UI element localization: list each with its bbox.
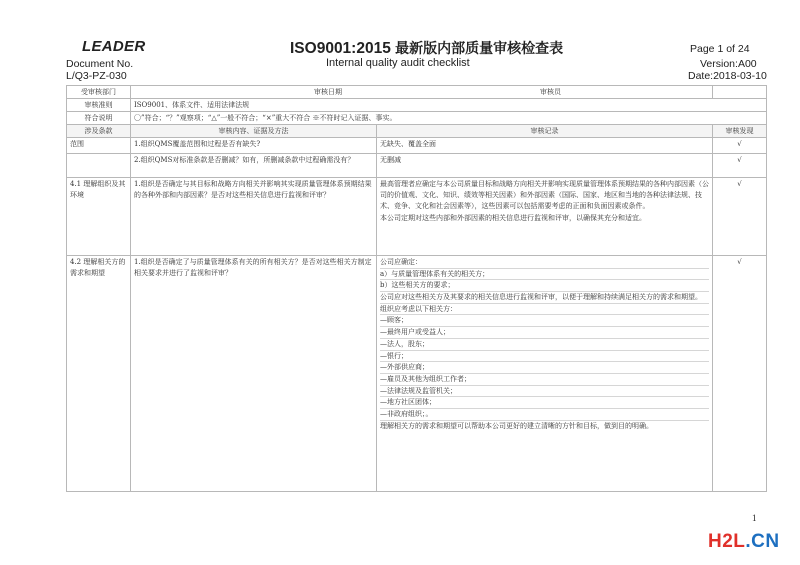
record-line: 最高管理者应确定与本公司质量目标和战略方向相关并影响实现质量管理体系预期结果的各种内部因素（公司的价值观、文化、知识、绩效等相关因素）和外部因素（国际、国家、地区和当地的各种法律法规、技术、竞争、文化和社会因素等），这些因素可以包括需要考虑的正面和负面因素或条件。 (380, 180, 709, 211)
site-watermark-logo (708, 531, 780, 553)
page-indicator: Page 1 of 24 (690, 43, 750, 55)
table-row (67, 256, 767, 492)
record-cell: 无删减 (377, 154, 713, 178)
dept-label: 受审核部门 (67, 86, 131, 99)
record-line: 本公司定期对这些内部和外部因素的相关信息进行监视和评审，以确保其充分和适宜。 (380, 213, 646, 222)
record-line: —外部供应商； (380, 362, 709, 374)
col-record: 审核记录 (377, 125, 713, 138)
document-title (290, 38, 563, 58)
record-line: b）这些相关方的要求； (380, 280, 709, 292)
document-code: L/Q3-PZ-030 (66, 70, 127, 82)
dept-date-cell (131, 86, 713, 99)
col-finding: 审核发现 (713, 125, 767, 138)
clause-cell: 范围 (67, 138, 131, 154)
auditor-label: 审核员 (540, 88, 561, 96)
clause-cell (67, 154, 131, 178)
document-header (0, 0, 800, 86)
record-line: —顾客； (380, 315, 709, 327)
record-line: 公司应对这些相关方及其要求的相关信息进行监视和评审，以便于理解和持续满足相关方的需求和期望。 (380, 292, 709, 304)
version-label: Version:A00 (700, 58, 757, 70)
col-content: 审核内容、证据及方法 (131, 125, 377, 138)
symbols-value: 〇”符合；“？”观察项；“△”一般不符合；“×”重大不符合 ※不符时记入证据、事实。 (131, 112, 767, 125)
record-line: 理解相关方的需求和期望可以帮助本公司更好的建立清晰的方针和目标，做到目的明确。 (380, 421, 653, 430)
company-logo: LEADER (82, 38, 146, 55)
column-header-row (67, 125, 767, 138)
meta-row-criteria (67, 99, 767, 112)
record-line: —雇员及其他为组织工作者； (380, 374, 709, 386)
table-row (67, 154, 767, 178)
meta-row-symbols (67, 112, 767, 125)
record-line: a）与质量管理体系有关的相关方； (380, 269, 709, 281)
title-chinese: 最新版内部质量审核检查表 (395, 41, 564, 57)
symbols-label: 符合说明 (67, 112, 131, 125)
finding-check-icon: √ (713, 178, 767, 256)
content-cell: 1.组织QMS覆盖范围和过程是否有缺失? (131, 138, 377, 154)
record-cell: 无缺失、覆盖全面 (377, 138, 713, 154)
document-subtitle: Internal quality audit checklist (326, 57, 470, 69)
record-line: —法人，股东； (380, 339, 709, 351)
audit-date-label: 审核日期 (314, 88, 342, 96)
content-cell: 2.组织QMS对标准条款是否删减？如有，所删减条款中过程确需没有？ (131, 154, 377, 178)
record-cell (377, 256, 713, 492)
watermark-part2: .CN (745, 531, 780, 552)
document-no-label: Document No. (66, 58, 134, 70)
record-line: 组织应考虑以下相关方： (380, 304, 709, 316)
criteria-label: 审核准则 (67, 99, 131, 112)
table-row (67, 138, 767, 154)
blank-cell (713, 86, 767, 99)
title-standard: ISO9001:2015 (290, 40, 391, 57)
record-cell (377, 178, 713, 256)
content-cell: 1.组织是否确定了与质量管理体系有关的所有相关方？是否对这些相关方制定相关要求并进行了监视和评审？ (131, 256, 377, 492)
col-clause: 涉及条款 (67, 125, 131, 138)
record-line: —最终用户或受益人； (380, 327, 709, 339)
content-cell: 1.组织是否确定与其目标和战略方向相关并影响其实现质量管理体系预期结果的各种外部和内部因素？是否对这些相关信息进行监视和评审？ (131, 178, 377, 256)
record-line: —法律法规及监管机关； (380, 386, 709, 398)
table-row (67, 178, 767, 256)
record-line: —银行； (380, 351, 709, 363)
finding-check-icon: √ (713, 138, 767, 154)
finding-check-icon: √ (713, 256, 767, 492)
record-line: 公司应确定： (380, 257, 709, 269)
criteria-value: ISO9001、体系文件、适用法律法规 (131, 99, 767, 112)
watermark-part1: H2L (708, 531, 746, 552)
clause-cell: 4.1 理解组织及其环境 (67, 178, 131, 256)
record-line: —非政府组织；。 (380, 409, 709, 421)
clause-cell: 4.2 理解相关方的需求和期望 (67, 256, 131, 492)
meta-row-dept (67, 86, 767, 99)
page-number: 1 (752, 513, 757, 523)
record-line: —地方社区团体； (380, 397, 709, 409)
finding-check-icon: √ (713, 154, 767, 178)
audit-checklist-table (66, 85, 767, 492)
date-label: Date:2018-03-10 (688, 70, 767, 82)
